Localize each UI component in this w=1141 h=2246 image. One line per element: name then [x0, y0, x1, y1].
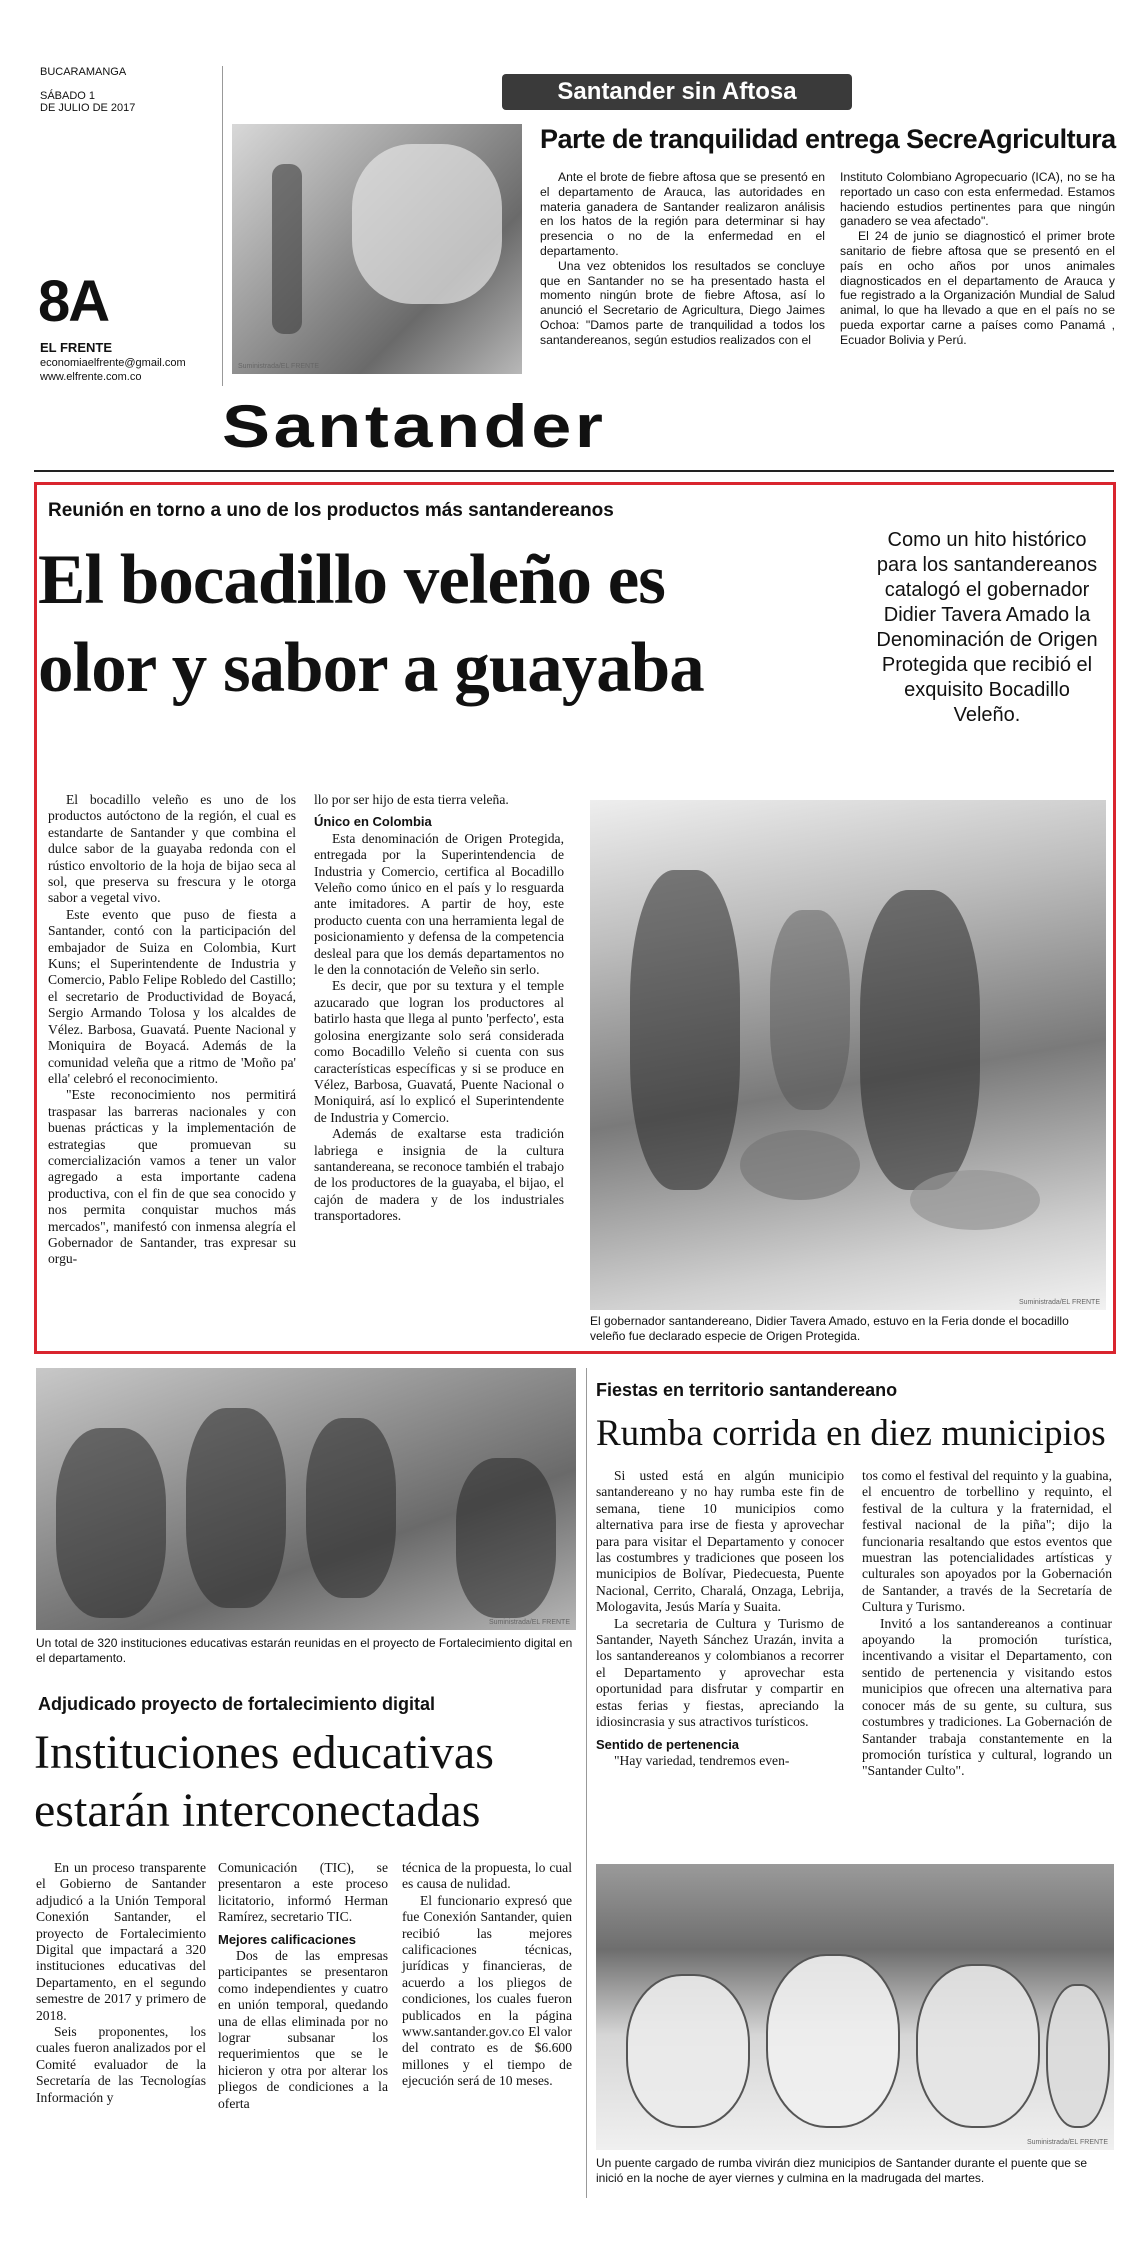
rumba-headline: Rumba corrida en diez municipios: [596, 1413, 1106, 1454]
bocadillo-col1-p3: "Este reconocimiento nos permitirá traspasar las barreras nacionales y con buenas prácticas y la implementación de estrategias que promuevan su comercialización vamos a tener un valor agregado a esta importante cadena productiva, con el fin de que sea conocido y nos permita conquistar muchos más mercados", manifestó con inmensa alegría el Gobernador de Santander, tras expresar su orgu-: [48, 1087, 296, 1267]
digital-photo: [36, 1368, 576, 1630]
digital-col3-cont: técnica de la propuesta, lo cual es causa de nulidad.: [402, 1860, 572, 1892]
digital-col1-p1: En un proceso transparente el Gobierno de Santander adjudicó a la Unión Temporal Conexión Santander, el proyecto de Fortalecimiento Digital que impactará a 320 instituciones educativas del Departamento, en el segundo semestre de 2017 y primero de 2018.: [36, 1860, 206, 2023]
digital-col3: [402, 1860, 572, 2090]
rumba-col1: [596, 1468, 844, 1769]
dancer-figure-3: [916, 1964, 1040, 2128]
aftosa-headline: Parte de tranquilidad entrega SecreAgricultura: [540, 124, 1116, 154]
aftosa-col2-p1: Instituto Colombiano Agropecuario (ICA), no se ha reportado un caso con esta enfermedad. Estamos haciendo estudios pertinentes para que ningún ganadero se vea afectado".: [840, 170, 1115, 229]
page-number: 8A: [38, 269, 109, 334]
bocadillo-col2: [314, 792, 564, 1225]
seated-figure-1: [56, 1428, 166, 1618]
dancer-figure-2: [766, 1954, 900, 2128]
rumba-photo: [596, 1864, 1114, 2150]
rumba-divider: [586, 1368, 587, 2198]
rumba-col1-p1: Si usted está en algún municipio santandereano y no hay rumba este fin de semana, tiene 10 municipios como alternativa para irse de fiesta y aprovechar para para visitar el Departamento y conocer las costumbres y tradiciones que poseen los municipios de Bolívar, Piedecuesta, Puente Nacional, Cerrito, Charalá, Onzaga, Lebrija, Mologavita, Jesús María y Suaita.: [596, 1468, 844, 1615]
aftosa-col1-p2: Una vez obtenidos los resultados se concluye que en Santander no se ha presentado hasta el momento ningún brote de fiebre Aftosa, así lo anunció el Secretario de Agricultura, Diego Jaimes Ochoa: "Damos parte de tranquilidad a todos los santandereanos, según estudios realizados con el: [540, 258, 825, 347]
seated-figure-4: [456, 1458, 556, 1618]
newspaper-name: EL FRENTE: [40, 340, 112, 355]
bocadillo-headline-line1: El bocadillo veleño es: [38, 541, 665, 619]
cow-figure: [352, 144, 502, 304]
syringe-figure: [272, 164, 302, 334]
rumba-kicker: Fiestas en territorio santandereano: [596, 1380, 898, 1400]
bocadillo-col2-p2: Es decir, que por su textura y el temple azucarado que logran los productores al batirlo hasta que llega al punto 'perfecto', esta golosina energizante solo será considerada como Bocadillo Veleño si cuenta con sus características específicas y si se produce en Vélez, Barbosa, Guavatá, Puente Nacional o Moniquirá, así lo explicó el Superintendente de Industria y Comercio.: [314, 978, 564, 1125]
attendee-figure: [770, 910, 850, 1110]
masthead-date: DE JULIO DE 2017: [40, 102, 136, 114]
digital-col1: [36, 1860, 206, 2106]
section-rule: [34, 470, 1114, 472]
official-figure: [630, 870, 740, 1190]
bocadillo-col2-p3: Además de exaltarse esta tradición labriega e insignia de la cultura santandereana, se reconoce también el trabajo de los productores de la guayaba, el bijao, el cajón de madera y de los industriales transportadores.: [314, 1126, 564, 1224]
digital-col2-p1: Dos de las empresas participantes se presentaron como independientes y cuatro en unión temporal, quedando una de ellas eliminada por no lograr subsanar los requerimientos que se le hicieron y otra por alterar los pliegos de condiciones a la oferta: [218, 1948, 388, 2111]
digital-headline-line2: estarán interconectadas: [34, 1784, 481, 1837]
bocadillo-basket: [910, 1170, 1040, 1230]
aftosa-col1: [540, 170, 825, 348]
bocadillo-photo-credit: Suministrada/EL FRENTE: [1018, 1299, 1100, 1306]
digital-col2: [218, 1860, 388, 2112]
aftosa-banner: Santander sin Aftosa: [502, 74, 852, 110]
bocadillo-col1-p1: El bocadillo veleño es uno de los productos autóctono de la región, el cual es estandarte de Santander y que combina el dulce sabor de la guayaba redonda con el rústico envoltorio de la hoja de bijao seca al sol, que preserva su frescura y le otorga sabor a vegetal vivo.: [48, 792, 296, 906]
bocadillo-kicker: Reunión en torno a uno de los productos más santandereanos: [48, 500, 614, 521]
bocadillo-subhead: Único en Colombia: [314, 814, 432, 830]
bocadillo-deck: Como un hito histórico para los santandereanos catalogó el gobernador Didier Tavera Amado la Denominación de Origen Protegida que recibió el exquisito Bocadillo Veleño.: [876, 529, 1098, 726]
rumba-photo-credit: Suministrada/EL FRENTE: [1026, 2139, 1108, 2146]
dancer-figure-1: [626, 1974, 750, 2128]
digital-col2-cont: Comunicación (TIC), se presentaron a este proceso licitatorio, informó Herman Ramírez, secretario TIC.: [218, 1860, 388, 1925]
seated-figure-2: [186, 1408, 286, 1608]
aftosa-photo-credit: Suministrada/EL FRENTE: [238, 363, 320, 370]
rumba-col1-p2: La secretaria de Cultura y Turismo de Santander, Nayeth Sánchez Urazán, invita a los santandereanos y colombianos a recorrer el Departamento y aprovechar esta oportunidad para disfrutar y compartir en estas ferias y fiestas, apreciando la idiosincrasia y sus atractivos turísticos.: [596, 1615, 844, 1730]
fruit-basket: [740, 1130, 860, 1200]
bocadillo-headline-line2: olor y sabor a guayaba: [38, 629, 704, 707]
contact-website[interactable]: www.elfrente.com.co: [40, 371, 142, 383]
aftosa-col2: [840, 170, 1115, 348]
section-title: Santander: [222, 393, 607, 460]
rumba-col2-p1: tos como el festival del requinto y la guabina, el encuentro de torbellino y requinto, el festival de la cultura y la fraternidad, el festival nacional de la piña"; dijo la funcionaria resaltando que estos eventos que muestran las potencialidades artísticas y culturales son apoyados por la Gobernación de Santander, a través de la Secretaría de Cultura y Turismo.: [862, 1468, 1112, 1615]
digital-caption: Un total de 320 instituciones educativas estarán reunidas en el proyecto de Fortalecimiento digital en el departamento.: [36, 1636, 573, 1665]
digital-subhead: Mejores calificaciones: [218, 1931, 357, 1947]
dancer-figure-4: [1046, 1984, 1110, 2128]
bocadillo-caption: El gobernador santandereano, Didier Tavera Amado, estuvo en la Feria donde el bocadillo veleño fue declarado especie de Origen Protegida.: [590, 1314, 1069, 1343]
digital-col1-p2: Seis proponentes, los cuales fueron analizados por el Comité evaluador de la Secretaría de las Tecnologías Información y: [36, 2024, 206, 2105]
masthead: [40, 66, 220, 114]
seated-figure-3: [306, 1418, 396, 1598]
rumba-col2: [862, 1468, 1112, 1780]
bocadillo-col2-p1: Esta denominación de Origen Protegida, entregada por la Superintendencia de Industria y Comercio, certifica al Bocadillo Veleño como único en el país y lo resguarda ante imitadores. A partir de hoy, este producto cuenta con una herramienta legal de posicionamiento y defensa de la competencia desleal para que los demás departamentos no le den la connotación de Veleño sin serlo.: [314, 830, 564, 978]
digital-kicker: Adjudicado proyecto de fortalecimiento digital: [38, 1694, 436, 1714]
rumba-caption: Un puente cargado de rumba vivirán diez municipios de Santander durante el puente que se inició en la noche de ayer viernes y culmina en la madrugada del martes.: [596, 2156, 1087, 2185]
rumba-col2-p2: Invitó a los santandereanos a continuar apoyando la promoción turística, incentivando a visitar el Departamento, con sentido de pertenencia y visitando estos municipios que ofrecen una alternativa para conocer más de su gente, su cultura, sus costumbres y tradiciones. La Gobernación de Santander trabaja constantemente en la promoción turística y cultural, logrando un "Santander Culto".: [862, 1615, 1112, 1779]
masthead-day: SÁBADO 1: [40, 90, 96, 102]
digital-photo-credit: Suministrada/EL FRENTE: [488, 1619, 570, 1626]
contact-email[interactable]: economiaelfrente@gmail.com: [40, 357, 186, 369]
governor-figure: [860, 890, 980, 1190]
bocadillo-col1: [48, 792, 296, 1268]
bocadillo-col1-p2: Este evento que puso de fiesta a Santander, contó con la participación del embajador de Suiza en Colombia, Kurt Kuns; el Superintendente de Industria y Comercio, Pablo Felipe Robledo del Castillo; el secretario de Productividad de Boyacá, Sergio Armando Tolosa y los alcaldes de Vélez. Barbosa, Guavatá. Puente Nacional y Moniquira de Boyacá. Además de la comunidad veleña que a ritmo de 'Moño pa' ella' celebró el reconocimiento.: [48, 906, 296, 1086]
rumba-col1-after: "Hay variedad, tendremos even-: [614, 1752, 790, 1768]
bocadillo-col2-cont: llo por ser hijo de esta tierra veleña.: [314, 792, 509, 807]
aftosa-col1-p1: Ante el brote de fiebre aftosa que se presentó en el departamento de Arauca, las autoridades en materia ganadera de Santander realizaron análisis en los hatos de la región para determinar si hay presencia o no de la enfermedad en el departamento.: [540, 170, 825, 258]
digital-col3-p1: El funcionario expresó que fue Conexión Santander, quien recibió las mejores calificaciones técnicas, jurídicas y financieras, de acuerdo a los pliegos de condiciones, los cuales fueron publicados en la página www.santander.gov.co El valor del contrato es de $6.600 millones y el tiempo de ejecución será de 10 meses.: [402, 1892, 572, 2089]
digital-headline-line1: Instituciones educativas: [34, 1726, 494, 1779]
aftosa-col2-p2: El 24 de junio se diagnosticó el primer brote sanitario de fiebre aftosa que se presentó en el país en ocho años por unos animales diagnosticados en el departamento de Arauca y fue registrado a la Organización Mundial de Salud animal, lo que ha llevado a que en el país no se pueda exportar carne a países como Panamá , Ecuador Bolivia y Perú.: [840, 229, 1115, 347]
bocadillo-photo: [590, 800, 1106, 1310]
masthead-city: BUCARAMANGA: [40, 66, 127, 78]
aftosa-photo: [232, 124, 522, 374]
rumba-subhead: Sentido de pertenencia: [596, 1736, 740, 1752]
